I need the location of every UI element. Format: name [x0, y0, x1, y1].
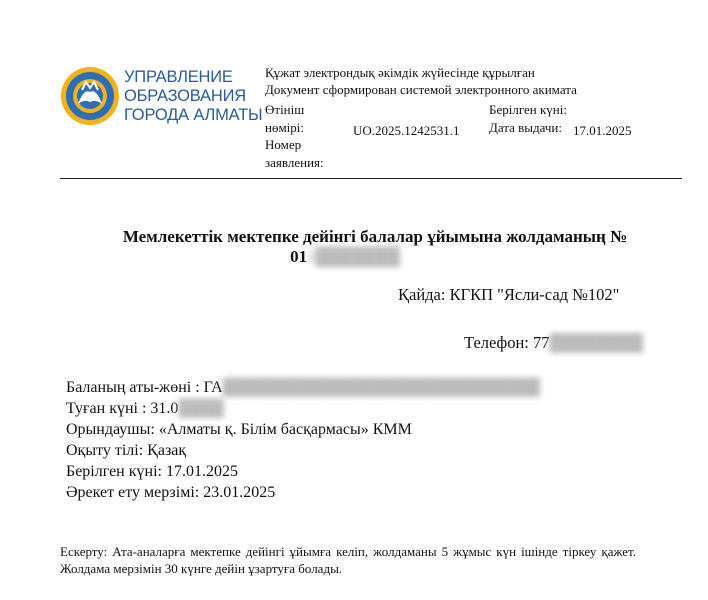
system-note-kz: Құжат электрондық әкімдік жүйесінде құрылған [265, 65, 535, 80]
application-number-label: Өтініш нөмірі: Номер заявления: [265, 102, 324, 170]
org-name-line-2: ОБРАЗОВАНИЯ [124, 87, 246, 105]
details-block [66, 377, 540, 503]
phone: Телефон: 77████████ [464, 333, 644, 352]
emblem-logo [60, 66, 120, 126]
org-name-line-3: ГОРОДА АЛМАТЫ [124, 106, 263, 124]
header-divider [60, 178, 682, 179]
redacted-name: ████████████████████████████ [222, 379, 541, 396]
redacted-phone: ████████ [549, 333, 644, 352]
system-note [265, 64, 577, 98]
destination: Қайда: КГКП "Ясли-сад №102" [398, 285, 620, 304]
org-name [124, 68, 264, 125]
redacted-birth: ████ [178, 400, 224, 417]
language: Оқыту тілі: Қазақ [66, 442, 187, 459]
valid-until: Әрекет ету мерзімі: 23.01.2025 [66, 484, 276, 501]
application-number: UO.2025.1242531.1 [353, 123, 460, 138]
issue-date: 17.01.2025 [573, 123, 632, 138]
system-note-ru: Документ сформирован системой электронного акимата [265, 82, 577, 97]
issued-date: Берілген күні: 17.01.2025 [66, 463, 238, 480]
document-title: Мемлекеттік мектепке дейінгі балалар ұйымына жолдаманың № [122, 227, 628, 246]
org-name-line-1: УПРАВЛЕНИЕ [124, 68, 233, 86]
birth-date: Туған күні : 31.0████ [66, 400, 224, 417]
executor: Орындаушы: «Алматы қ. Білім басқармасы» КММ [66, 421, 412, 438]
issue-date-label: Берілген күні: Дата выдачи: [489, 102, 567, 135]
footnote: Ескерту: Ата-аналарға мектепке дейінгі ұйымға келіп, жолдаманы 5 жұмыс күн ішінде тіркеу қажет. Жолдама мерзімін 30 күнге дейін ұзартуға болады. [60, 544, 636, 576]
document-number: 012███████ [290, 247, 400, 266]
child-name: Баланың аты-жөні : ГА████████████████████████████ [66, 379, 541, 396]
redacted-number: 2███████ [307, 247, 400, 266]
